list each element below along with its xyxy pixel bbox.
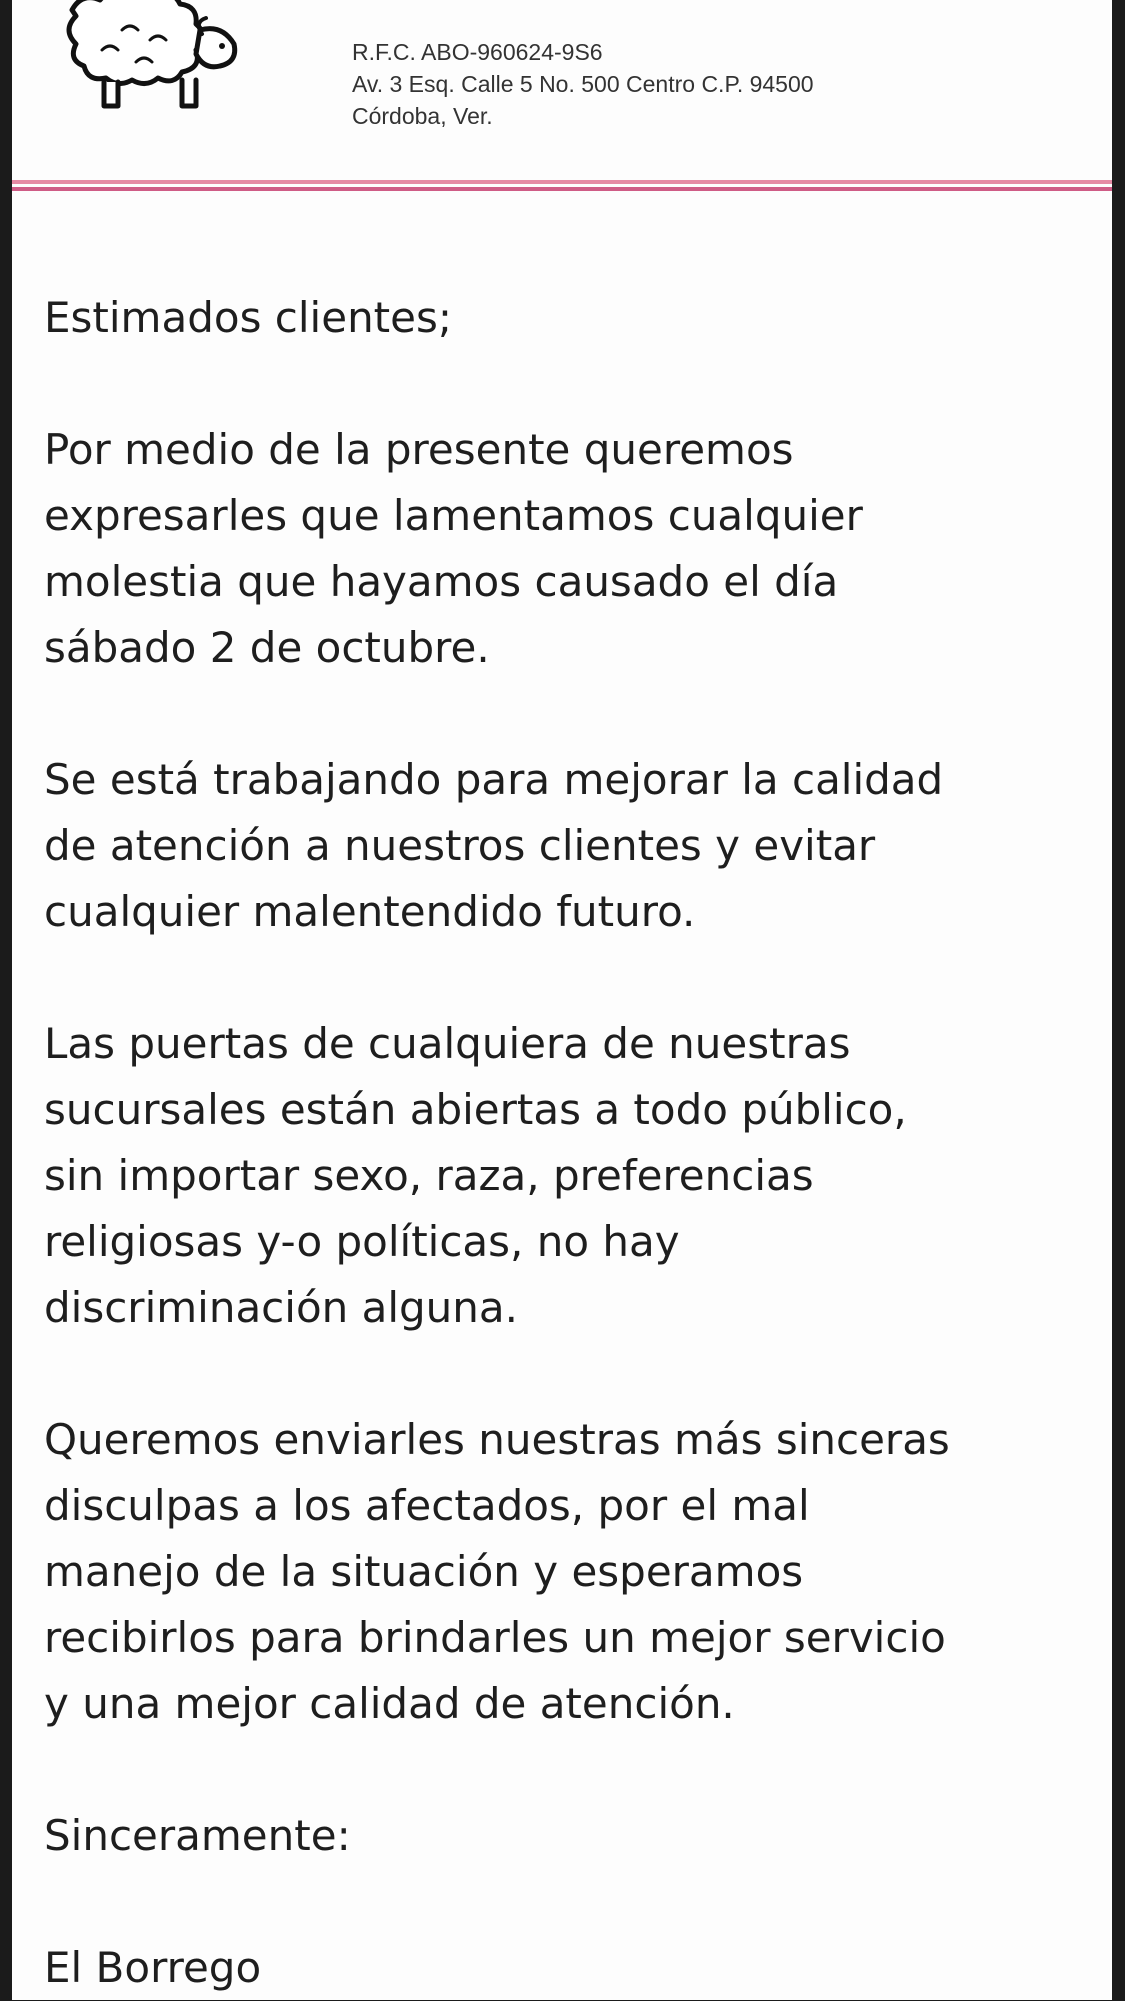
company-rfc: R.F.C. ABO-960624-9S6 (352, 39, 603, 65)
company-address: Av. 3 Esq. Calle 5 No. 500 Centro C.P. 94500 (352, 71, 814, 97)
company-info (352, 36, 814, 132)
letter-paragraph: Por medio de la presente queremos expresarles que lamentamos cualquier molestia que hayamos causado el día sábado 2 de octubre. (44, 425, 863, 672)
letter-body (44, 285, 1094, 2001)
divider-line-bottom (12, 187, 1112, 191)
letter-greeting: Estimados clientes; (44, 293, 453, 342)
letter-signature: El Borrego (44, 1943, 262, 1992)
sheep-logo-icon (32, 0, 252, 110)
letter-paragraph: Queremos enviarles nuestras más sinceras disculpas a los afectados, por el mal manejo de la situación y esperamos recibirlos para brindarles un mejor servicio y una mejor calidad de atención. (44, 1415, 950, 1728)
divider-line-top (12, 180, 1112, 184)
letter-closing: Sinceramente: (44, 1811, 351, 1860)
letter-page (12, 0, 1112, 2000)
header-divider (12, 180, 1112, 194)
company-city: Córdoba, Ver. (352, 103, 493, 129)
letter-paragraph: Las puertas de cualquiera de nuestras sucursales están abiertas a todo público, sin importar sexo, raza, preferencias religiosas y-o políticas, no hay discriminación alguna. (44, 1019, 907, 1332)
company-name (352, 0, 741, 2)
letter-paragraph: Se está trabajando para mejorar la calidad de atención a nuestros clientes y evitar cualquier malentendido futuro. (44, 755, 944, 936)
